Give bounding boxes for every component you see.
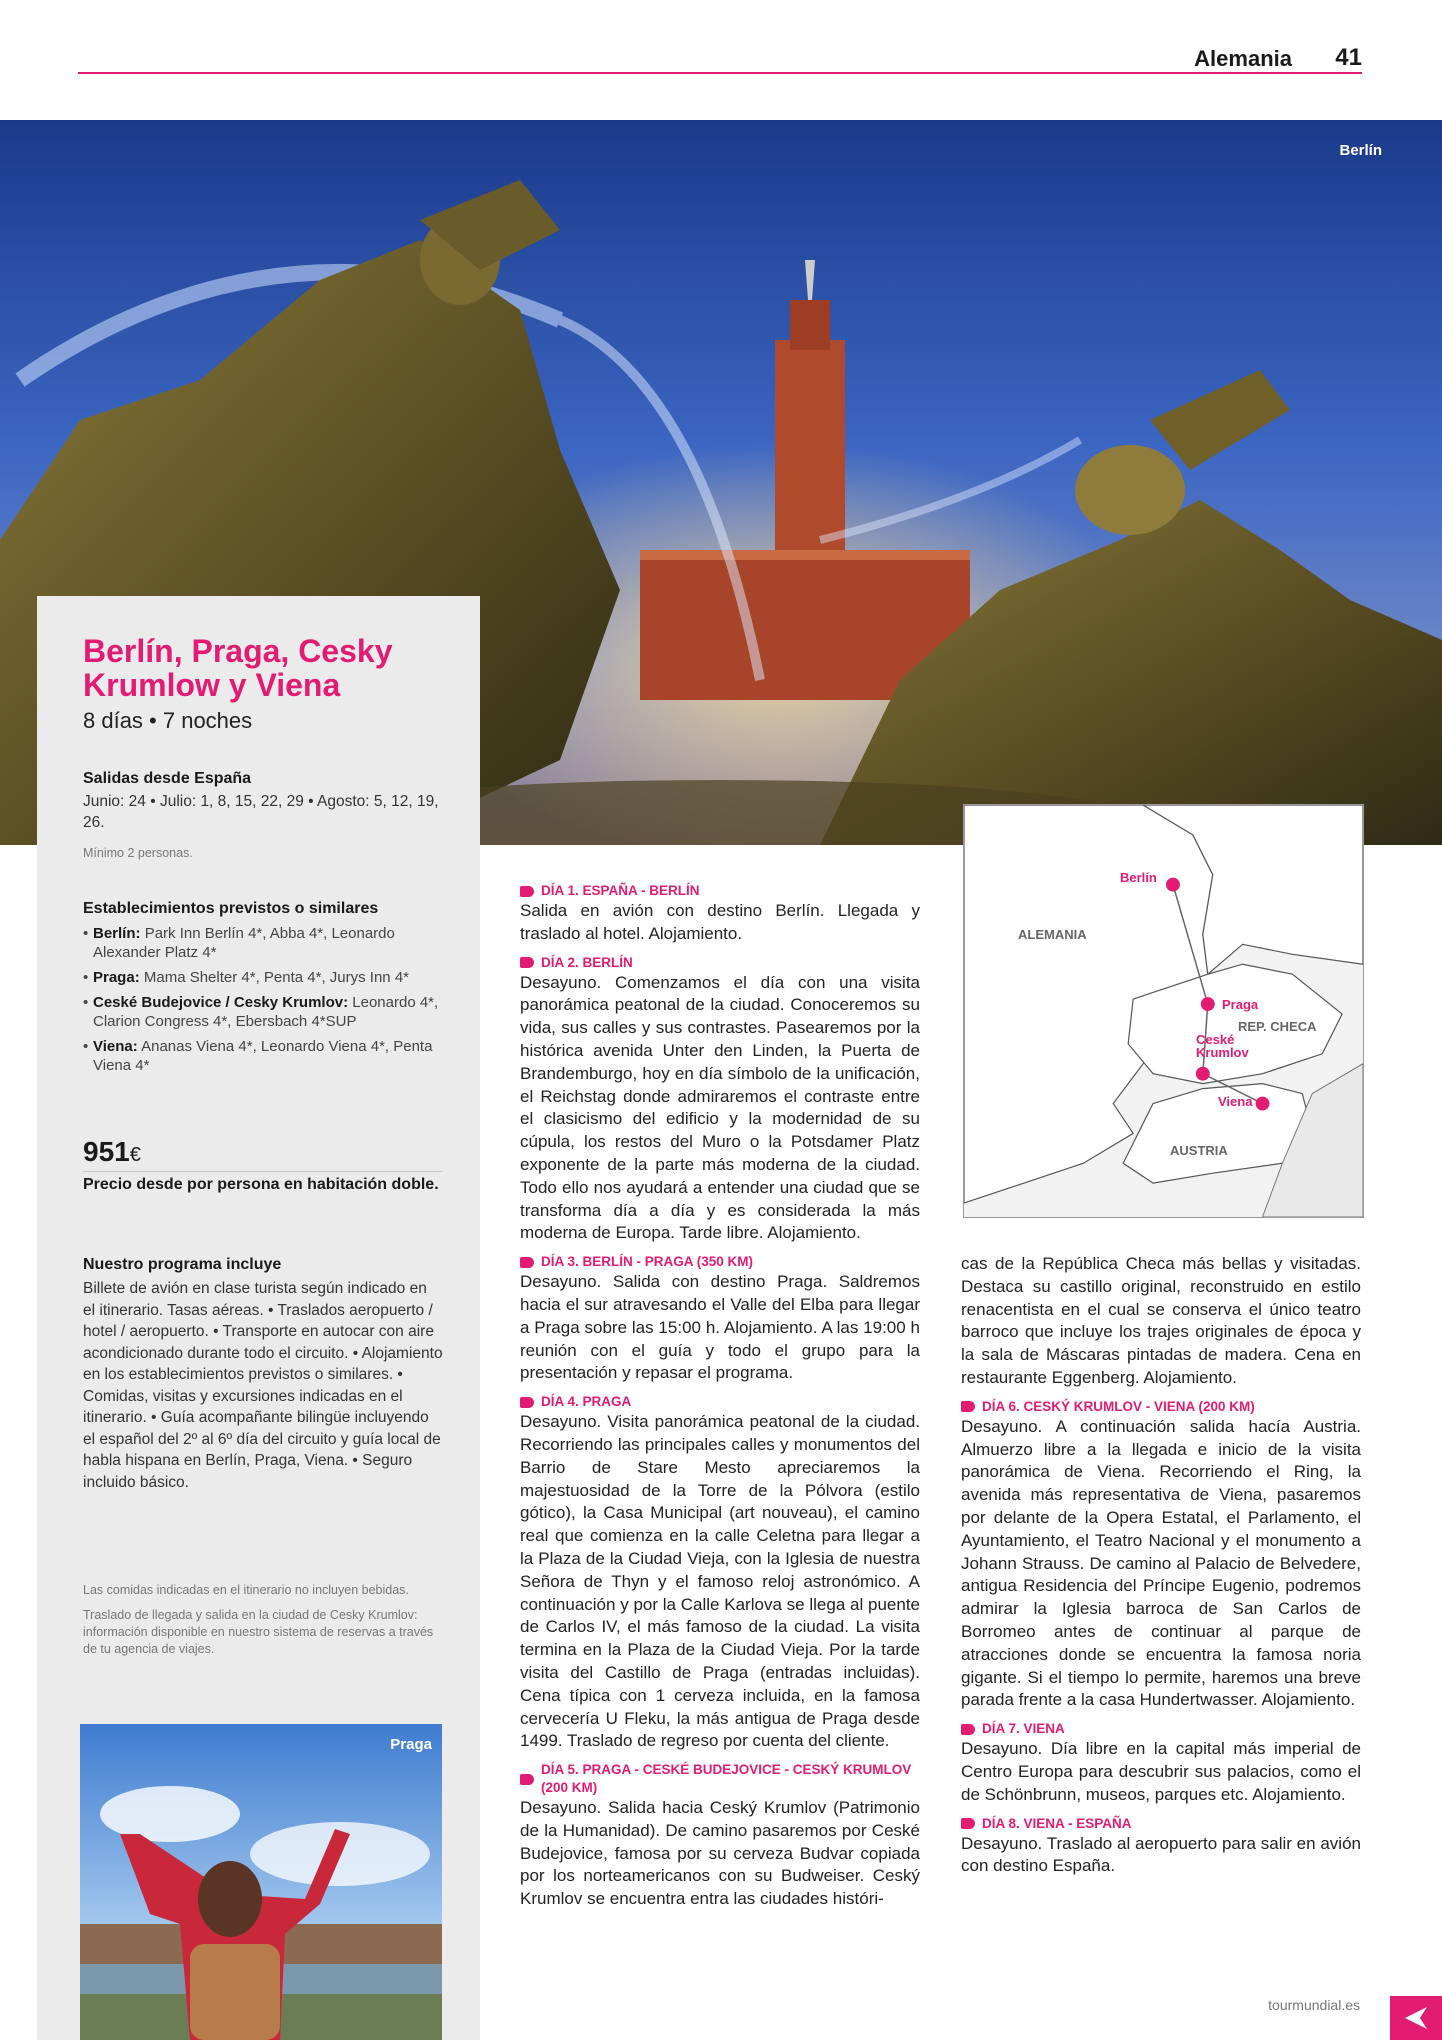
hotel-names: Ananas Viena 4*, Leonardo Viena 4*, Penta Viena 4* [93, 1038, 433, 1074]
hotels-heading: Establecimientos previstos o similares [83, 900, 379, 917]
note-meals: Las comidas indicadas en el itinerario no incluyen bebidas. [83, 1583, 409, 1597]
hotels-list [83, 924, 443, 1075]
notes-section [83, 1582, 443, 1658]
day-heading [520, 882, 920, 900]
departures-section [83, 770, 443, 862]
day-title: DÍA 8. VIENA - ESPAÑA [982, 1815, 1132, 1831]
back-arrow-button[interactable] [1390, 1996, 1442, 2040]
tag-icon [520, 886, 534, 897]
map-label-viena: Viena [1218, 1094, 1253, 1109]
header-rule [78, 72, 1362, 74]
hotel-item-berlin [83, 924, 443, 962]
hotel-names: Mama Shelter 4*, Penta 4*, Jurys Inn 4* [143, 969, 409, 986]
includes-heading: Nuestro programa incluye [83, 1256, 282, 1273]
price-divider [83, 1171, 443, 1172]
price-amount: 951 [83, 1136, 130, 1167]
day-text: Desayuno. Traslado al aeropuerto para salir en avión con destino España. [961, 1833, 1361, 1876]
hotel-item-viena [83, 1037, 443, 1075]
tag-icon [520, 1397, 534, 1408]
hotel-item-krumlov [83, 993, 443, 1031]
hero-caption: Berlín [1339, 142, 1382, 159]
day-text: Desayuno. Salida con destino Praga. Saldremos hacia el sur atravesando el Valle del Elba para llegar a Praga sobre las 15:00 h. Alojamiento. A las 19:00 h reunión con el guía y todo el grupo para la presentación y repasar el programa. [520, 1272, 920, 1383]
arrow-left-icon [1403, 2005, 1429, 2031]
price-description: Precio desde por persona en habitación doble. [83, 1176, 439, 1193]
tag-icon [961, 1724, 975, 1735]
hotel-city: Viena: [93, 1038, 138, 1055]
day-heading [520, 1253, 920, 1271]
day-text: Desayuno. Comenzamos el día con una visita panorámica peatonal de la ciudad. Conoceremos su vida, sus calles y sus contrastes. Pasearemos por la histórica avenida Unter den Linden, la Puerta de Brandemburgo, hoy en día símbolo de la unificación, el Reichstag donde admiraremos el contraste entre el clasicismo del edificio y la modernidad de su cúpula, los restos del Muro o la Potsdamer Platz exponente de la parte más moderna de la ciudad. Todo ello nos ayudará a entender una ciudad que se transforma día a día y es considerada la más moderna de Europa. Tarde libre. Alojamiento. [520, 972, 920, 1243]
hotel-names: Park Inn Berlín 4*, Abba 4*, Leonardo Alexander Platz 4* [93, 925, 395, 961]
price-currency: € [129, 1144, 141, 1166]
day-title: DÍA 1. ESPAÑA - BERLÍN [541, 883, 700, 898]
departures-dates: Junio: 24 • Julio: 1, 8, 15, 22, 29 • Agosto: 5, 12, 19, 26. [83, 793, 439, 831]
day-heading [520, 954, 920, 972]
note-transfer: Traslado de llegada y salida en la ciudad de Cesky Krumlov: información disponible en nuestro sistema de reservas a través de tu agencia de viajes. [83, 1608, 434, 1656]
day-text: Desayuno. A continuación salida hacía Austria. Almuerzo libre a la llegada e inicio de la visita panorámica de Viena. Recorriendo el Ring, la avenida más representativa de Viena, pasaremos por delante de la Opera Estatal, el Parlamento, el Ayuntamiento, el Teatro Nacional y el monumento a Johann Strauss. De camino al Palacio de Belvedere, antigua Residencia del Príncipe Eugenio, podremos admirar la Iglesia barroca de San Carlos de Borromeo antes de continuar al parque de atracciones donde se encuentra la famosa noria gigante. Si el tiempo lo permite, haremos una breve parada frente a la casa Hundertwasser. Alojamiento. [961, 1416, 1361, 1710]
day-text: Desayuno. Visita panorámica peatonal de la ciudad. Recorriendo las principales calles y monumentos del Barrio de Stare Mesto apreciaremos la majestuosidad de la Torre de la Pólvora (estilo gótico), la Casa Municipal (art nouveau), el camino real que comienza en la calle Celetna para llegar a la Plaza de la Ciudad Vieja, con la Iglesia de nuestra Señora de Thyn y el famoso reloj astronómico. A continuación y por la Calle Karlova se llega al puente de Carlos IV, el más famoso de la ciudad. La visita termina en la Plaza de la Ciudad Vieja. Por la tarde visita del Castillo de Praga (entradas incluidas). Cena típica con 1 cerveza incluida, en la famosa cervecería U Fleku, la más antigua de Praga desde 1499. Traslado de regreso por cuenta del cliente. [520, 1412, 920, 1751]
day-text: Desayuno. Día libre en la capital más imperial de Centro Europa para descubrir sus palacios, como el de Schönbrunn, museos, parques etc. Alojamiento. [961, 1739, 1361, 1804]
hotel-city: Ceské Budejovice / Cesky Krumlov: [93, 994, 349, 1011]
day-heading [961, 1398, 1361, 1416]
hotels-section [83, 900, 443, 1081]
day-title: DÍA 4. PRAGA [541, 1394, 632, 1410]
hotel-names: Leonardo 4*, Clarion Congress 4*, Ebersbach 4*SUP [93, 994, 439, 1030]
minimum-note: Mínimo 2 personas. [83, 846, 193, 860]
day-heading [520, 1761, 920, 1797]
day-heading [961, 1815, 1361, 1833]
departures-heading: Salidas desde España [83, 770, 252, 787]
tag-icon [520, 957, 534, 968]
page-number: 41 [1335, 44, 1362, 71]
tag-icon [520, 1257, 534, 1268]
praga-caption: Praga [390, 1736, 432, 1753]
hotel-item-praga [83, 968, 443, 987]
map-label-austria: AUSTRIA [1170, 1143, 1228, 1158]
includes-text: Billete de avión en clase turista según indicado en el itinerario. Tasas aéreas. • Traslados aeropuerto / hotel / aeropuerto. • Transporte en autocar con aire acondicionado durante todo el circuito. • Alojamiento en los establecimientos previstos o similares. • Comidas, visitas y excursiones indicadas en el itinerario. • Guía acompañante bilingüe incluyendo el español del 2º al 6º día del circuito y guía local de habla hispana en Berlín, Praga, Viena. • Seguro incluido básico. [83, 1280, 443, 1491]
tag-icon [961, 1401, 975, 1412]
day5-continuation: cas de la República Checa más bellas y visitadas. Destaca su castillo original, reconstruido en estilo renacentista en el cual se conserva el único teatro barroco que incluye los trajes originales de época y la sala de Máscaras pintadas de madera. Cena en restaurante Eggenberg. Alojamiento. [961, 1254, 1361, 1387]
includes-section [83, 1256, 443, 1493]
section-title: Alemania [1194, 46, 1292, 71]
day-heading [520, 1393, 920, 1411]
praga-photo [80, 1724, 442, 2040]
tag-icon [520, 1774, 534, 1785]
map-label-alemania: ALEMANIA [1018, 927, 1087, 942]
tour-title: Berlín, Praga, Cesky Krumlow y Viena [83, 633, 393, 703]
day-text: Desayuno. Salida hacia Ceský Krumlov (Patrimonio de la Humanidad). De camino pasaremos por Ceské Budejovice, famosa por su cerveza Budvar copiada por los norteamericanos con su Budweiser. Ceský Krumlov se encuentra entra las ciudades históri- [520, 1798, 920, 1909]
day-title: DÍA 5. PRAGA - CESKÉ BUDEJOVICE - CESKÝ KRUMLOV (200 KM) [541, 1762, 912, 1796]
hotel-city: Berlín: [93, 925, 141, 942]
day-title: DÍA 3. BERLÍN - PRAGA (350 KM) [541, 1254, 754, 1270]
tag-icon [961, 1818, 975, 1829]
itinerary-column-middle [520, 882, 920, 1911]
map-label-rep-checa: REP. CHECA [1238, 1019, 1317, 1034]
map-label-praga: Praga [1222, 997, 1259, 1012]
day-title: DÍA 6. CESKÝ KRUMLOV - VIENA (200 KM) [982, 1398, 1255, 1414]
hotel-city: Praga: [93, 969, 140, 986]
map-label-krumlov: Ceské Krumlov [1196, 1032, 1249, 1060]
footer-url[interactable]: tourmundial.es [1268, 1997, 1360, 2013]
map-label-berlin: Berlín [1120, 870, 1157, 885]
route-map [963, 804, 1364, 1218]
itinerary-column-right [961, 1253, 1361, 1878]
day-title: DÍA 7. VIENA [982, 1721, 1065, 1737]
day-heading [961, 1720, 1361, 1738]
tour-duration: 8 días • 7 noches [83, 708, 253, 733]
price [83, 1136, 141, 1168]
day-title: DÍA 2. BERLÍN [541, 954, 633, 970]
day-text: Salida en avión con destino Berlín. Llegada y traslado al hotel. Alojamiento. [520, 901, 920, 943]
